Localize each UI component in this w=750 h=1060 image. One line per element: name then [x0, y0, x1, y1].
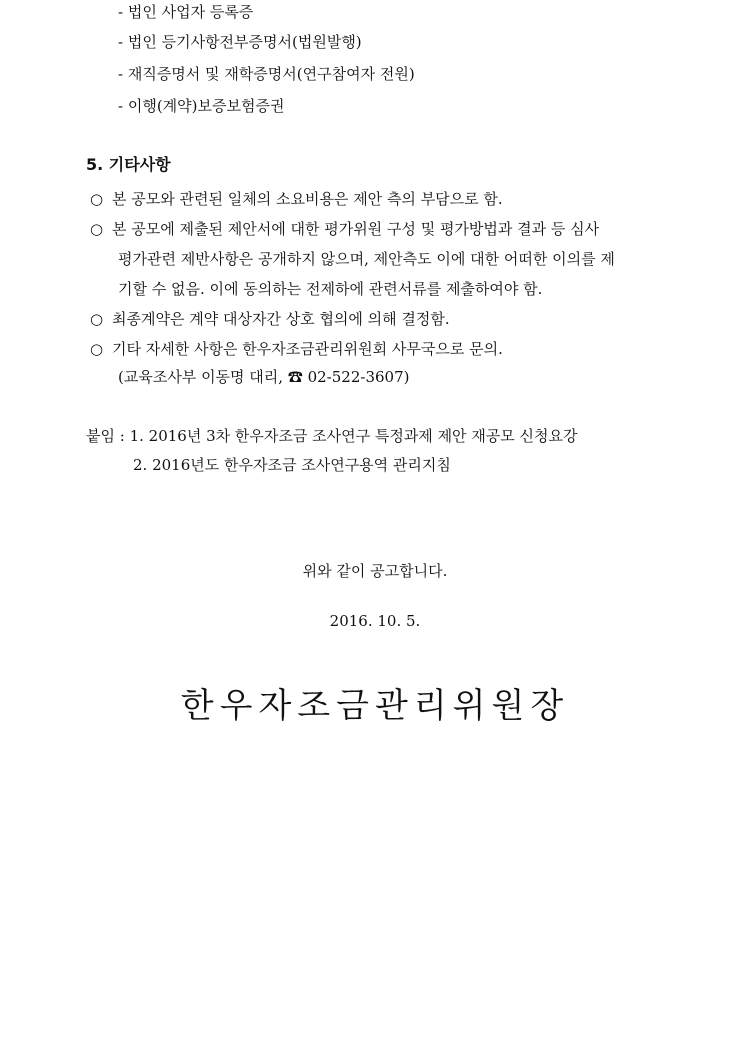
required-doc-item: - 이행(계약)보증보험증권 — [118, 97, 285, 115]
section-heading: 5. 기타사항 — [86, 155, 171, 174]
list-item — [90, 309, 450, 329]
circle-bullet-icon: ○ — [90, 340, 104, 358]
attachment-item: 1. 2016년 3차 한우자조금 조사연구 특정과제 제안 재공모 신청요강 — [129, 427, 578, 445]
list-item — [90, 339, 503, 359]
list-item-continuation: 기할 수 없음. 이에 동의하는 전제하에 관련서류를 제출하여야 함. — [118, 280, 543, 298]
list-item — [90, 189, 503, 209]
list-item-continuation: 평가관련 제반사항은 공개하지 않으며, 제안측도 이에 대한 어떠한 이의를 제 — [118, 250, 615, 268]
contact-info: (교육조사부 이동명 대리, ☎ 02-522-3607) — [118, 368, 410, 386]
list-item-text: 본 공모에 제출된 제안서에 대한 평가위원 구성 및 평가방법과 결과 등 심사 — [112, 220, 600, 238]
required-doc-item: - 법인 사업자 등록증 — [118, 3, 254, 21]
required-doc-item: - 재직증명서 및 재학증명서(연구참여자 전원) — [118, 65, 415, 83]
list-item-text: 최종계약은 계약 대상자간 상호 협의에 의해 결정함. — [112, 310, 450, 328]
signature-title: 한우자조금관리위원장 — [180, 686, 570, 726]
list-item-text: 기타 자세한 사항은 한우자조금관리위원회 사무국으로 문의. — [112, 340, 503, 358]
attachment-item: 2. 2016년도 한우자조금 조사연구용역 관리지침 — [133, 456, 451, 474]
circle-bullet-icon: ○ — [90, 190, 104, 208]
attachment-label: 붙임 : — [86, 427, 130, 445]
required-doc-item: - 법인 등기사항전부증명서(법원발행) — [118, 33, 362, 51]
list-item-text: 본 공모와 관련된 일체의 소요비용은 제안 측의 부담으로 함. — [112, 190, 503, 208]
circle-bullet-icon: ○ — [90, 220, 104, 238]
attachment-line — [86, 426, 578, 446]
announcement-date: 2016. 10. 5. — [329, 612, 421, 630]
closing-statement: 위와 같이 공고합니다. — [302, 562, 448, 580]
list-item — [90, 219, 599, 239]
circle-bullet-icon: ○ — [90, 310, 104, 328]
